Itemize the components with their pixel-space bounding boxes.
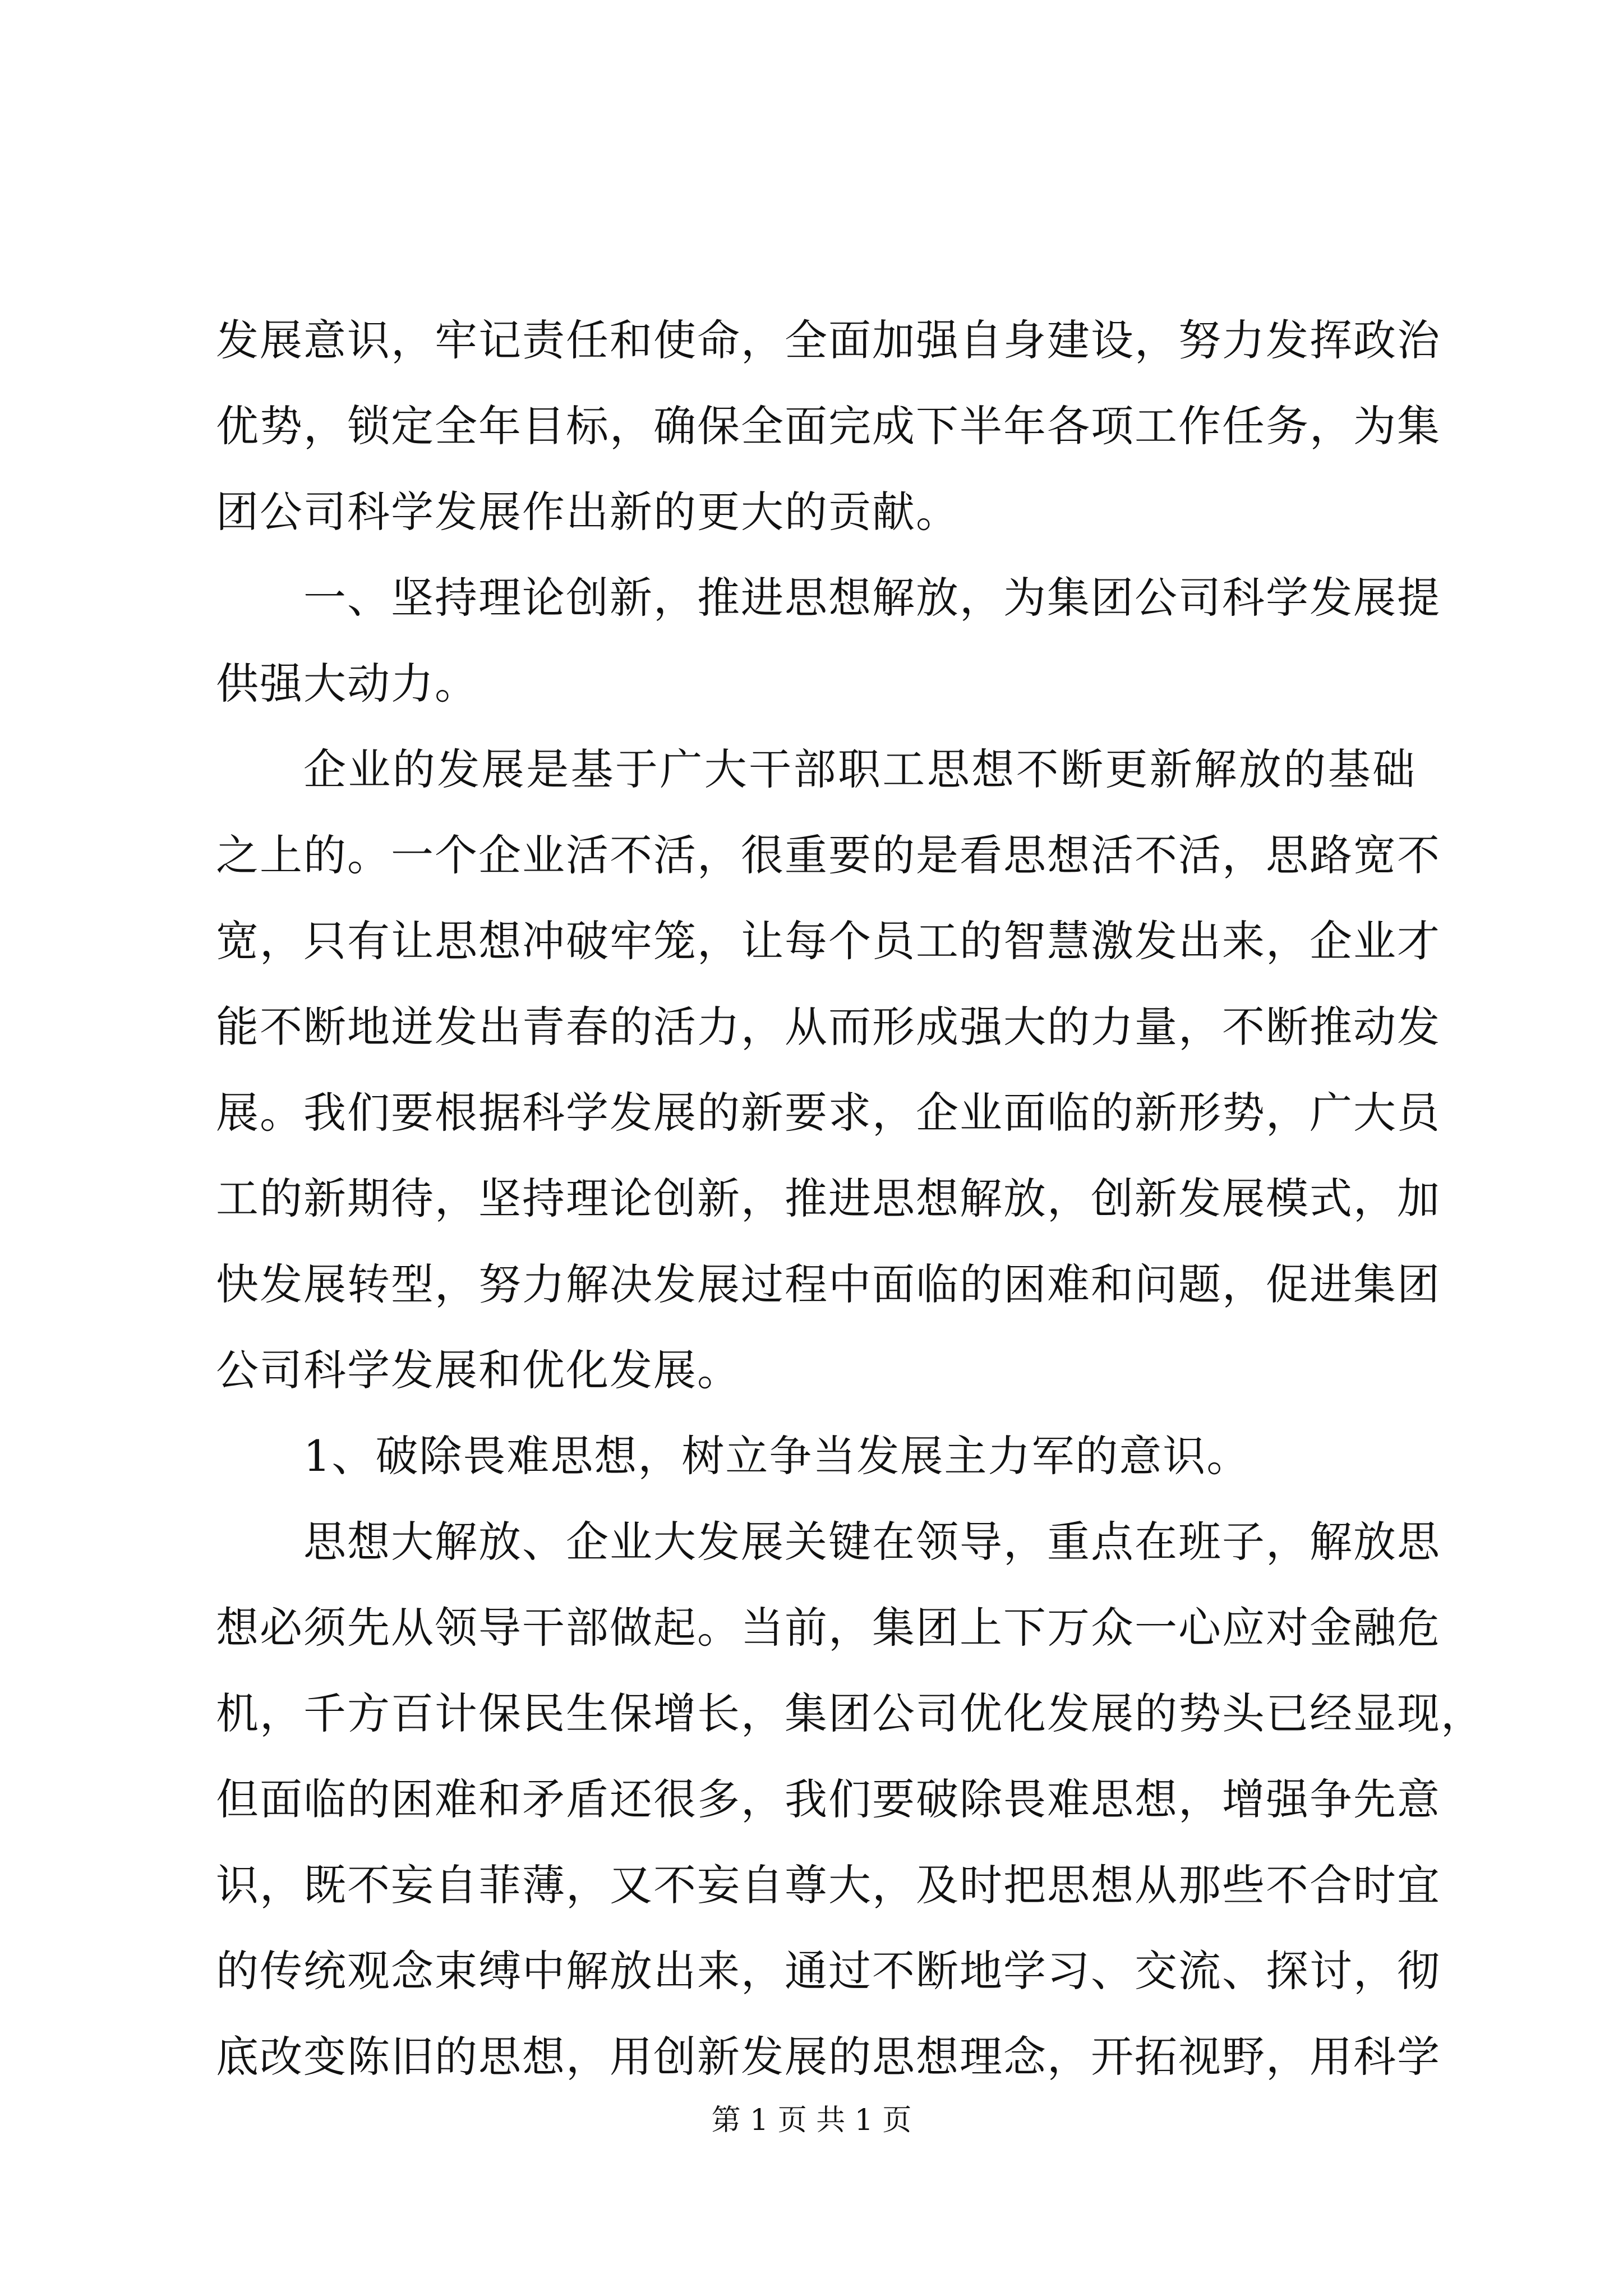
text-line: 团公司科学发展作出新的更大的贡献。	[216, 487, 960, 537]
text-line: 想必须先从领导干部做起。当前，集团上下万众一心应对金融危	[216, 1603, 1441, 1653]
text-line: 公司科学发展和优化发展。	[216, 1345, 741, 1395]
text-line: 企业的发展是基于广大干部职工思想不断更新解放的基础	[303, 744, 1416, 794]
text-line: 但面临的困难和矛盾还很多，我们要破除畏难思想，增强争先意	[216, 1774, 1441, 1824]
page-number-footer: 第 1 页 共 1 页	[711, 2104, 912, 2137]
text-line: 之上的。一个企业活不活，很重要的是看思想活不活，思路宽不	[216, 830, 1441, 880]
text-line: 发展意识，牢记责任和使命，全面加强自身建设，努力发挥政治	[216, 315, 1441, 365]
text-line: 优势，锁定全年目标，确保全面完成下半年各项工作任务，为集	[216, 401, 1441, 451]
text-line: 的传统观念束缚中解放出来，通过不断地学习、交流、探讨，彻	[216, 1946, 1441, 1996]
text-line: 能不断地迸发出青春的活力，从而形成强大的力量，不断推动发	[216, 1002, 1441, 1052]
subsection-heading-line: 1、破除畏难思想，树立争当发展主力军的意识。	[303, 1431, 1251, 1481]
text-line: 底改变陈旧的思想，用创新发展的思想理念，开拓视野，用科学	[216, 2032, 1441, 2082]
document-body	[216, 297, 1484, 2100]
section-heading-line: 一、坚持理论创新，推进思想解放，为集团公司科学发展提	[303, 573, 1441, 623]
text-line: 思想大解放、企业大发展关键在领导，重点在班子，解放思	[303, 1517, 1441, 1567]
text-line: 展。我们要根据科学发展的新要求，企业面临的新形势，广大员	[216, 1088, 1441, 1138]
text-line: 识，既不妄自菲薄，又不妄自尊大，及时把思想从那些不合时宜	[216, 1860, 1441, 1910]
text-line: 快发展转型，努力解决发展过程中面临的困难和问题，促进集团	[216, 1259, 1441, 1309]
text-line: 机，千方百计保民生保增长，集团公司优化发展的势头已经显现，	[216, 1688, 1484, 1738]
text-line: 宽，只有让思想冲破牢笼，让每个员工的智慧激发出来，企业才	[216, 916, 1441, 966]
text-line: 工的新期待，坚持理论创新，推进思想解放，创新发展模式，加	[216, 1174, 1441, 1223]
section-heading-line: 供强大动力。	[216, 659, 478, 708]
